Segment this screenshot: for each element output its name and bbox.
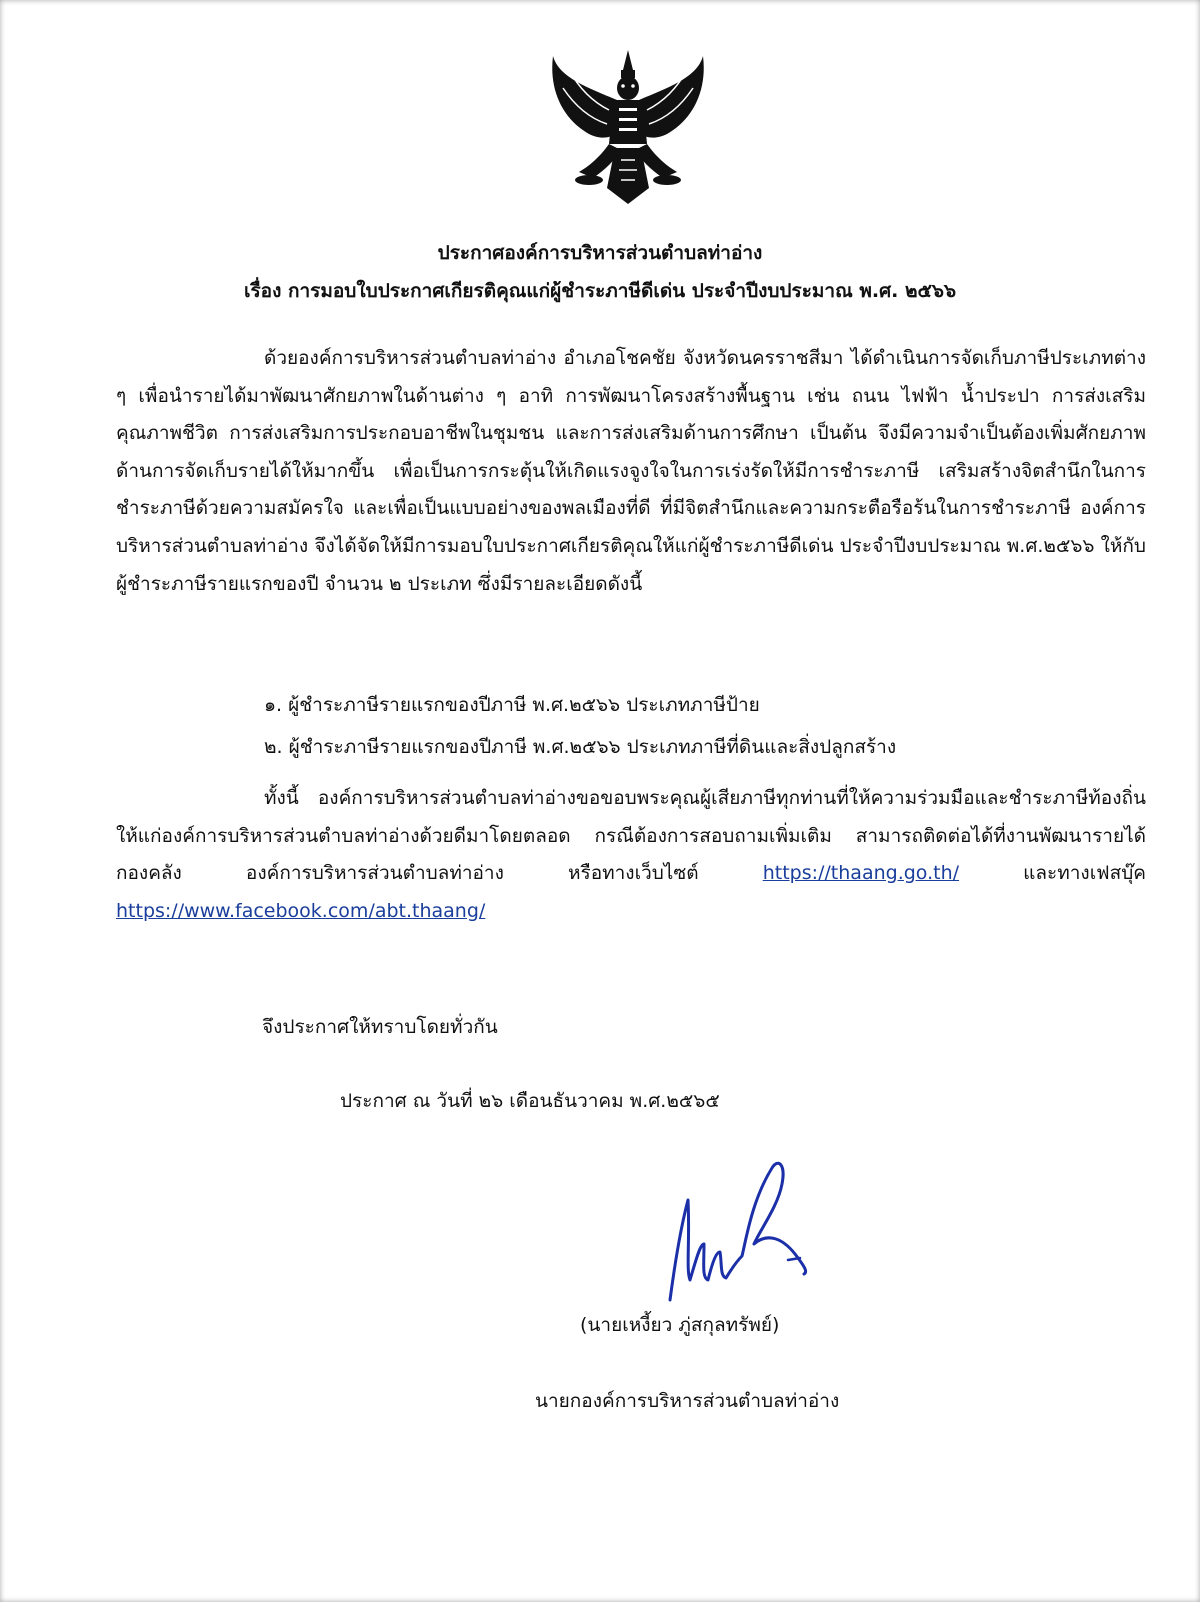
website-link[interactable]: https://thaang.go.th/: [762, 862, 960, 885]
announcement-title: ประกาศองค์การบริหารส่วนตำบลท่าอ่าง: [437, 242, 763, 264]
announcement-subject: เรื่อง การมอบใบประกาศเกียรติคุณแก่ผู้ชำระภาษีดีเด่น ประจำปีงบประมาณ พ.ศ. ๒๕๖๖: [243, 280, 957, 302]
announcement-date: ประกาศ ณ วันที่ ๒๖ เดือนธันวาคม พ.ศ.๒๕๖๕: [340, 1090, 720, 1112]
signer-name: (นายเหงี้ยว ภู่สกุลทรัพย์): [580, 1314, 780, 1336]
thanks-paragraph-text: ทั้งนี้ องค์การบริหารส่วนตำบลท่าอ่างขอขอบพระคุณผู้เสียภาษีทุกท่านที่ให้ความร่วมมือและชำระภาษีท้องถิ่นให้แก่องค์การบริหารส่วนตำบลท่าอ่างด้วยดีมาโดยตลอด กรณีต้องการสอบถามเพิ่มเติม สามารถติดต่อได้ที่งานพัฒนารายได้ กองคลัง องค์การบริหารส่วนตำบลท่าอ่าง หรือทางเว็บไซต์: [116, 787, 1146, 885]
closing-statement: จึงประกาศให้ทราบโดยทั่วกัน: [262, 1016, 498, 1038]
handwritten-signature: [660, 1160, 830, 1310]
list-item-2: ๒. ผู้ชำระภาษีรายแรกของปีภาษี พ.ศ.๒๕๖๖ ประเภทภาษีที่ดินและสิ่งปลูกสร้าง: [264, 736, 897, 758]
signer-title: นายกองค์การบริหารส่วนตำบลท่าอ่าง: [535, 1390, 840, 1412]
facebook-intro-text: และทางเฟสบุ๊ค: [1023, 862, 1147, 885]
intro-paragraph: ด้วยองค์การบริหารส่วนตำบลท่าอ่าง อำเภอโชคชัย จังหวัดนครราชสีมา ได้ดำเนินการจัดเก็บภาษีประเภทต่าง ๆ เพื่อนำรายได้มาพัฒนาศักยภาพในด้านต่าง ๆ อาทิ การพัฒนาโครงสร้างพื้นฐาน เช่น ถนน ไฟฟ้า น้ำประปา การส่งเสริมคุณภาพชีวิต การส่งเสริมการประกอบอาชีพในชุมชน และการส่งเสริมด้านการศึกษา เป็นต้น จึงมีความจำเป็นต้องเพิ่มศักยภาพด้านการจัดเก็บรายได้ให้มากขึ้น เพื่อเป็นการกระตุ้นให้เกิดแรงจูงใจในการเร่งรัดให้มีการชำระภาษี เสริมสร้างจิตสำนึกในการชำระภาษีด้วยความสมัครใจ และเพื่อเป็นแบบอย่างของพลเมืองที่ดี ที่มีจิตสำนึกและความกระตือรือร้นในการชำระภาษี องค์การบริหารส่วนตำบลท่าอ่าง จึงได้จัดให้มีการมอบใบประกาศเกียรติคุณให้แก่ผู้ชำระภาษีดีเด่น ประจำปีงบประมาณ พ.ศ.๒๕๖๖ ให้กับผู้ชำระภาษีรายแรกของปี จำนวน ๒ ประเภท ซึ่งมีรายละเอียดดังนี้: [116, 347, 1146, 595]
facebook-link[interactable]: https://www.facebook.com/abt.thaang/: [116, 899, 486, 922]
list-item-1: ๑. ผู้ชำระภาษีรายแรกของปีภาษี พ.ศ.๒๕๖๖ ประเภทภาษีป้าย: [264, 694, 760, 716]
thanks-paragraph: [116, 780, 1146, 930]
garuda-emblem-icon: [549, 48, 707, 206]
